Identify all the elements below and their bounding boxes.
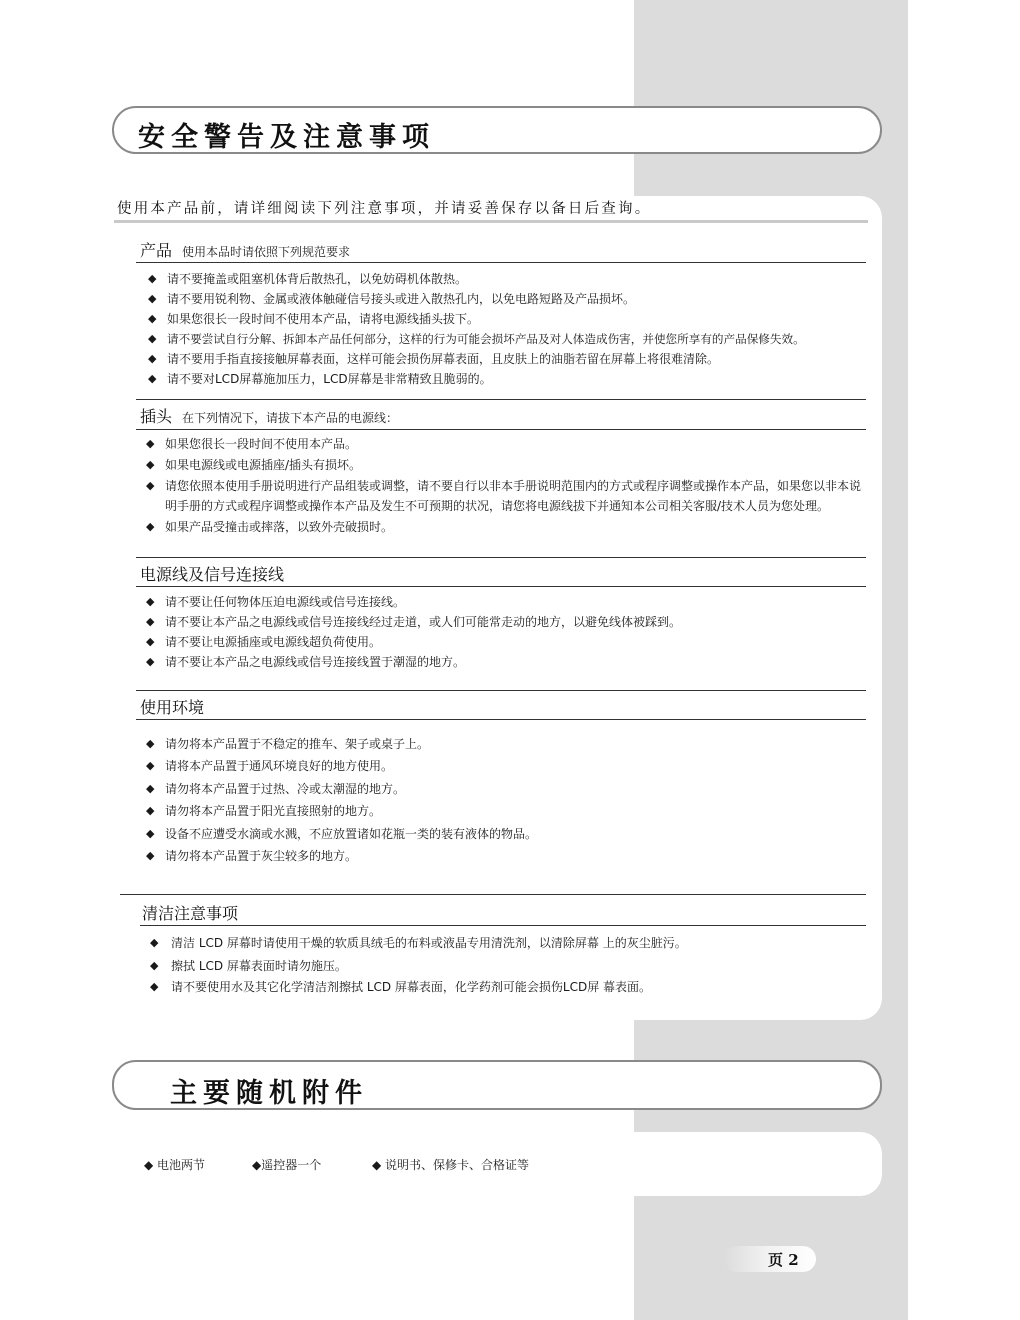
environment-top-divider — [136, 690, 866, 691]
cleaning-section-title: 清洁注意事项 — [142, 904, 239, 923]
product-list — [148, 269, 868, 389]
intro-divider — [114, 220, 868, 223]
list-item: ◆ 请勿将本产品置于阳光直接照射的地方。 — [146, 801, 868, 821]
accessories-section-header — [112, 1060, 882, 1110]
list-item: ◆ 请不要让电源插座或电源线超负荷使用。 — [146, 632, 868, 652]
product-subheading: 使用本品时请依照下列规范要求 — [182, 245, 351, 259]
plug-section-title — [140, 404, 398, 427]
page-number: 页 2 — [768, 1251, 799, 1269]
list-item: ◆ 请不要掩盖或阻塞机体背后散热孔，以免妨碍机体散热。 — [148, 269, 868, 289]
list-item: ◆ 如果产品受撞击或摔落，以致外壳破损时。 — [146, 517, 868, 537]
product-heading: 产品 — [140, 241, 173, 260]
safety-section-header — [112, 106, 882, 154]
product-section-title — [140, 238, 350, 261]
plug-subheading: 在下列情况下，请拔下本产品的电源线： — [182, 411, 399, 425]
cables-list — [146, 592, 868, 672]
list-item: ◆ 设备不应遭受水滴或水溅，不应放置诸如花瓶一类的装有液体的物品。 — [146, 824, 868, 844]
accessory-item: ◆遥控器一个 — [252, 1158, 322, 1172]
plug-list — [146, 434, 868, 537]
cables-section-title: 电源线及信号连接线 — [140, 565, 285, 584]
cleaning-divider — [140, 925, 866, 926]
list-item: ◆ 擦拭 LCD 屏幕表面时请勿施压。 — [150, 956, 866, 976]
list-item: ◆ 请不要让本产品之电源线或信号连接线经过走道，或人们可能常走动的地方，以避免线体被踩到。 — [146, 612, 868, 632]
list-item: ◆ 请不要让任何物体压迫电源线或信号连接线。 — [146, 592, 868, 612]
list-item: ◆ 如果电源线或电源插座/插头有损坏。 — [146, 455, 868, 475]
list-item: ◆ 请您依照本使用手册说明进行产品组装或调整，请不要自行以非本手册说明范围内的方式或程序调整或操作本产品，如果您以非本说明手册的方式或程序调整或操作本产品及发生不可预期的状况，请您将电源线拔下并通知本公司相关客服/技术人员为您处理。 — [146, 476, 868, 516]
safety-intro: 使用本产品前，请详细阅读下列注意事项，并请妥善保存以备日后查询。 — [117, 201, 652, 217]
list-item: ◆ 请不要用锐利物、金属或液体触碰信号接头或进入散热孔内，以免电路短路及产品损坏。 — [148, 289, 868, 309]
list-item: ◆ 请不要对LCD屏幕施加压力，LCD屏幕是非常精致且脆弱的。 — [148, 369, 868, 389]
product-divider — [136, 262, 866, 263]
accessory-item: ◆ 电池两节 — [144, 1158, 206, 1172]
list-item: ◆ 请不要让本产品之电源线或信号连接线置于潮湿的地方。 — [146, 652, 868, 672]
plug-divider — [136, 429, 866, 430]
page-number-badge — [724, 1246, 816, 1272]
list-item: ◆ 请勿将本产品置于不稳定的推车、架子或桌子上。 — [146, 734, 868, 754]
list-item: ◆ 请不要用手指直接接触屏幕表面，这样可能会损伤屏幕表面，且皮肤上的油脂若留在屏幕上将很难清除。 — [148, 349, 868, 369]
list-item: ◆ 如果您很长一段时间不使用本产品，请将电源线插头拔下。 — [148, 309, 868, 329]
plug-heading: 插头 — [140, 407, 173, 426]
accessory-item: ◆ 说明书、保修卡、合格证等 — [372, 1158, 530, 1172]
list-item: ◆ 清洁 LCD 屏幕时请使用干燥的软质具绒毛的布料或液晶专用清洗剂，以清除屏幕 上的灰尘脏污。 — [150, 933, 866, 953]
cables-top-divider — [136, 557, 866, 558]
list-item: ◆ 请勿将本产品置于过热、冷或太潮湿的地方。 — [146, 779, 868, 799]
list-item: ◆ 请将本产品置于通风环境良好的地方使用。 — [146, 756, 868, 776]
cleaning-list — [150, 933, 866, 997]
safety-title: 安全警告及注意事项 — [138, 122, 435, 153]
plug-top-divider — [136, 399, 866, 400]
environment-list — [146, 734, 868, 868]
list-item: ◆ 如果您很长一段时间不使用本产品。 — [146, 434, 868, 454]
cables-divider — [136, 586, 866, 587]
environment-divider — [136, 719, 866, 720]
list-item: ◆ 请勿将本产品置于灰尘较多的地方。 — [146, 846, 868, 866]
cleaning-top-divider — [120, 894, 866, 895]
environment-section-title: 使用环境 — [140, 698, 205, 717]
list-item: ◆ 请不要尝试自行分解、拆卸本产品任何部分，这样的行为可能会损坏产品及对人体造成伤害，并使您所享有的产品保修失效。 — [148, 329, 868, 349]
accessories-title: 主要随机附件 — [170, 1078, 368, 1109]
list-item: ◆ 请不要使用水及其它化学清洁剂擦拭 LCD 屏幕表面，化学药剂可能会损伤LCD屏 幕表面。 — [150, 977, 866, 997]
